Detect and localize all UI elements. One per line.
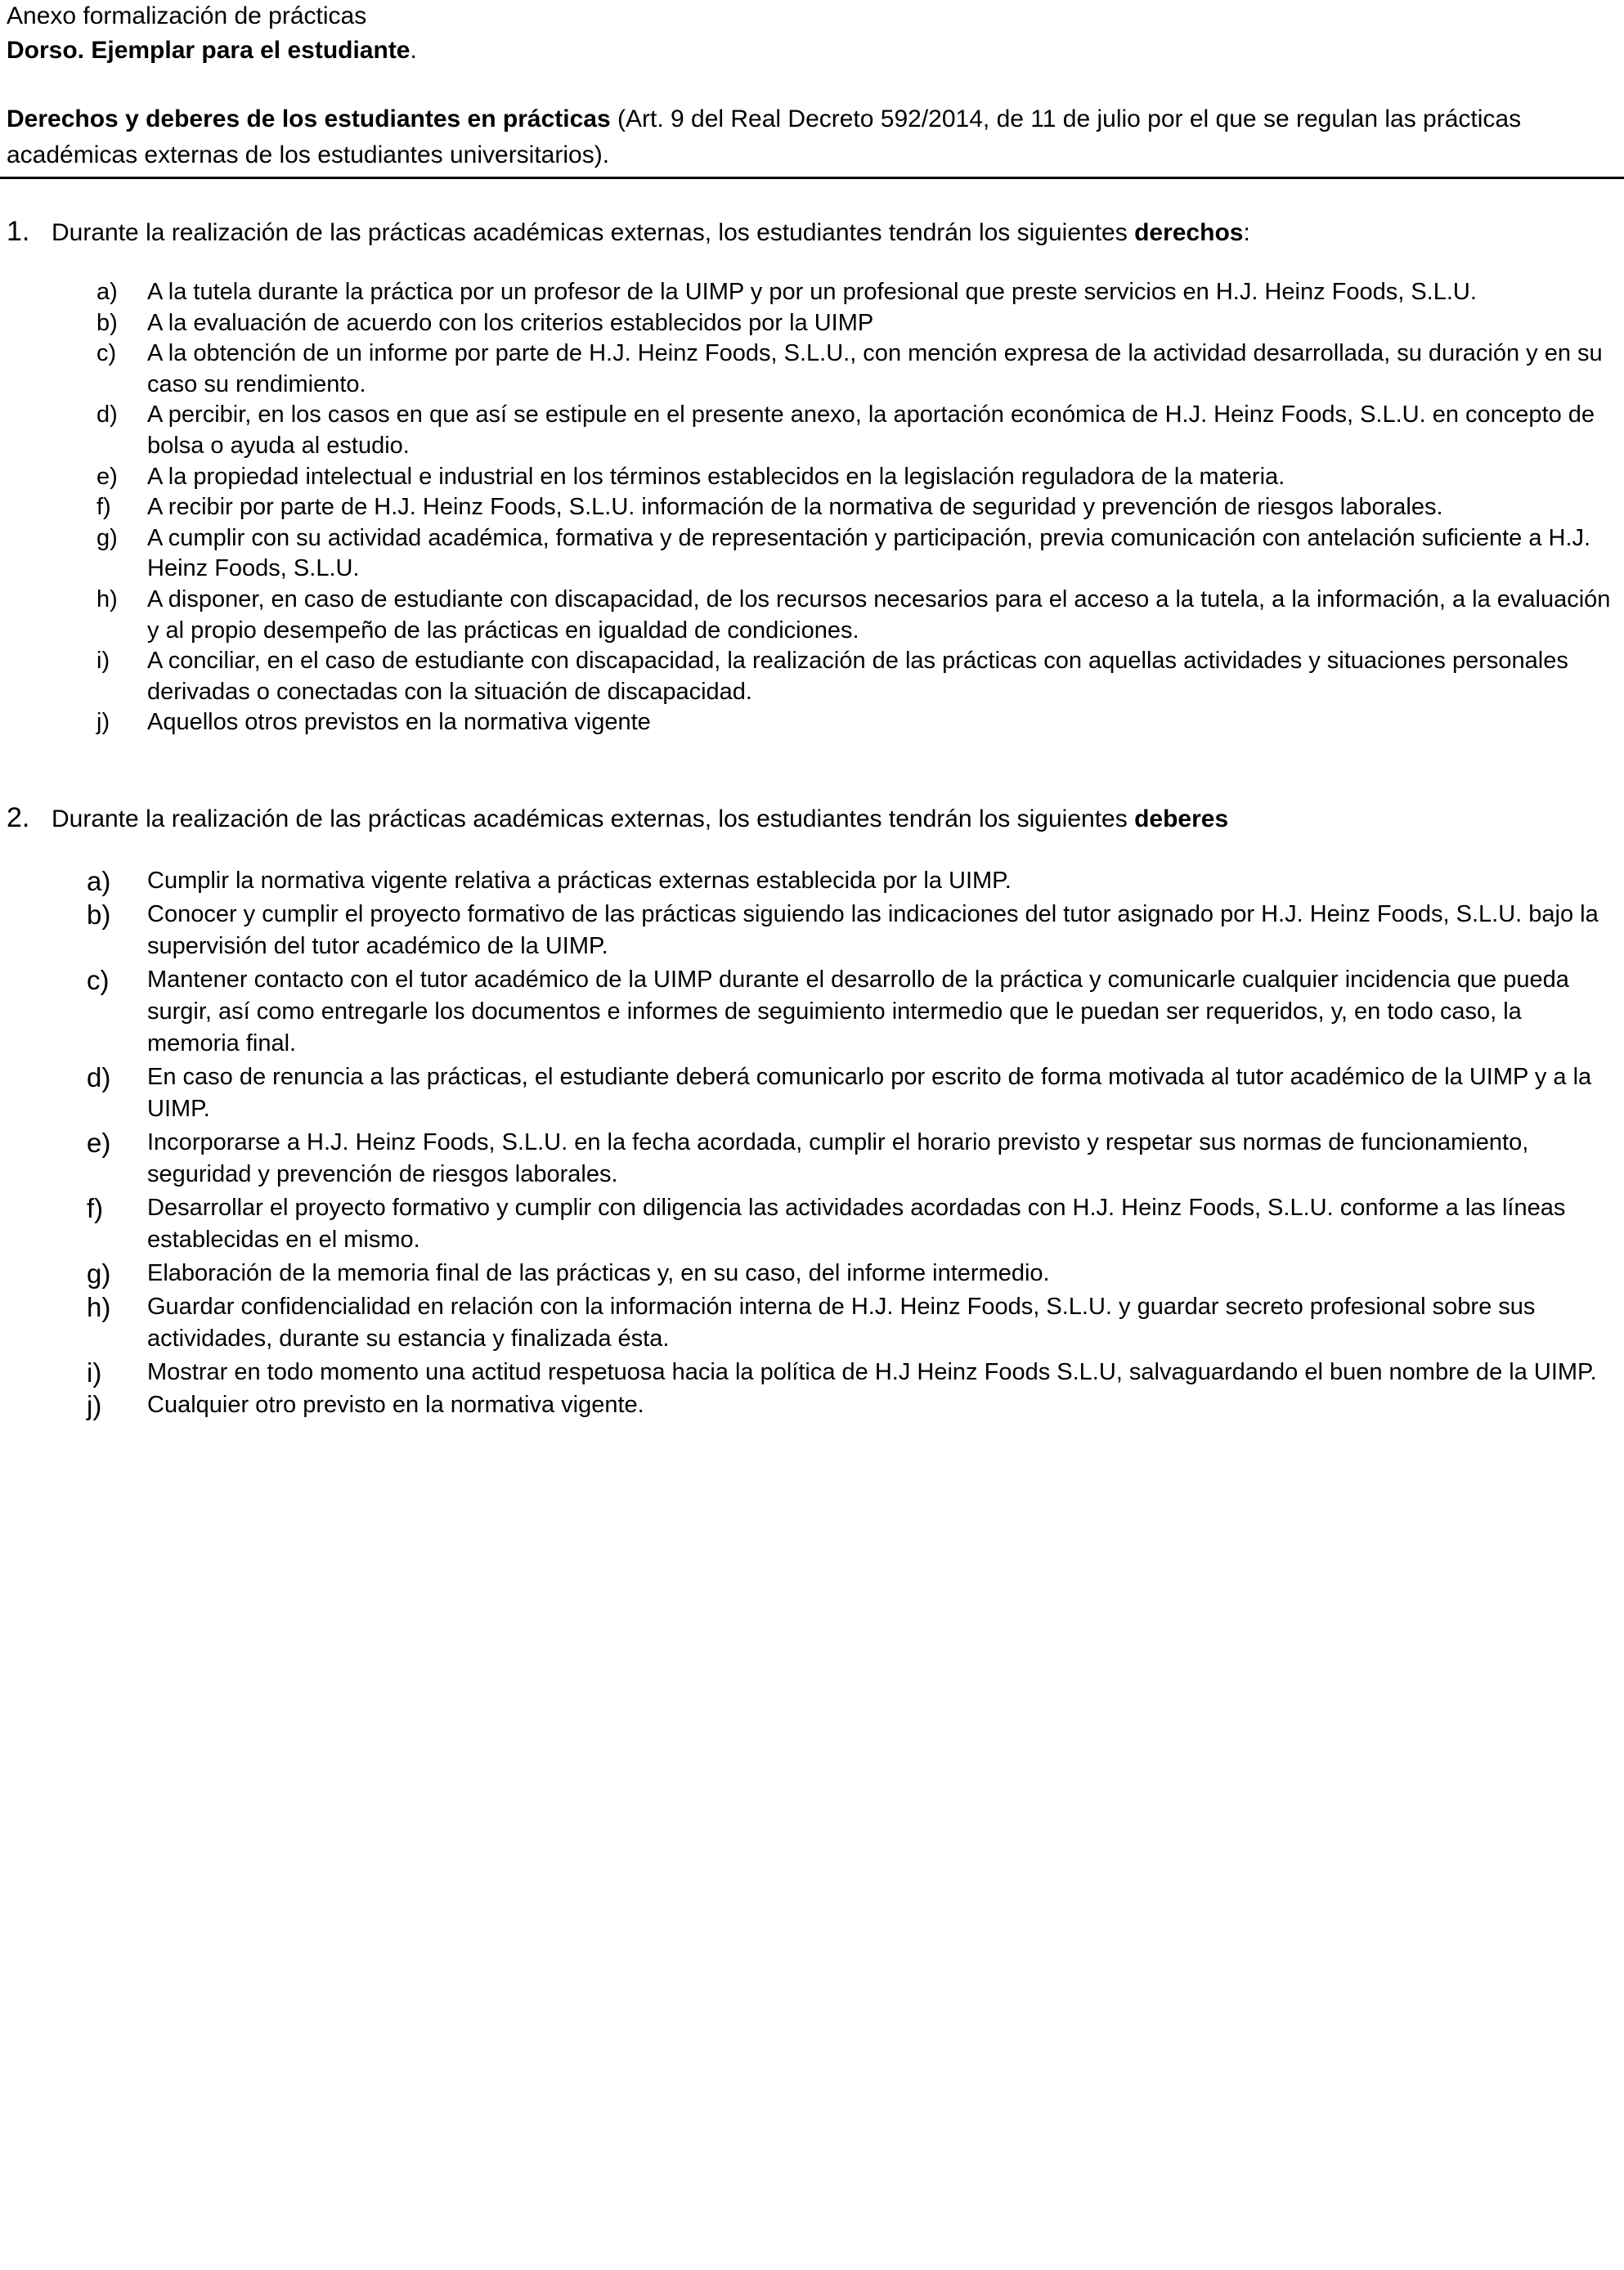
section-number: 1. [7, 216, 30, 247]
list-item [0, 277, 1611, 308]
list-item-text: Cumplir la normativa vigente relativa a prácticas externas establecida por la UIMP. [147, 868, 1012, 894]
rights-list [0, 277, 1624, 738]
section-keyword: deberes [1134, 805, 1229, 832]
intro-paragraph [7, 101, 1577, 173]
section-number: 2. [7, 802, 30, 833]
list-item-label: j) [96, 709, 110, 736]
list-item [0, 339, 1611, 400]
list-item-label: c) [96, 340, 117, 367]
subtitle-bold: Dorso. Ejemplar para el estudiante [7, 37, 410, 64]
list-item-label: b) [87, 899, 111, 930]
list-item-label: e) [87, 1128, 111, 1158]
section-keyword: derechos [1134, 219, 1244, 246]
list-item [0, 523, 1611, 585]
list-item-text: A la obtención de un informe por parte de H.J. Heinz Foods, S.L.U., con mención expresa de la actividad desarrollada, su duración y en su caso su rendimiento. [147, 340, 1603, 397]
list-item-text: Mantener contacto con el tutor académico de la UIMP durante el desarrollo de la práctica y comunicarle cualquier incidencia que pueda surgir, así como entregarle los documentos e informes de seguimiento intermedio que le puedan ser requeridos, y, en todo caso, la memoria final. [147, 966, 1569, 1057]
list-item-text: A cumplir con su actividad académica, formativa y de representación y participación, previa comunicación con antelación suficiente a H.J. Heinz Foods, S.L.U. [147, 524, 1591, 582]
list-item-label: i) [96, 648, 110, 675]
list-item-label: d) [96, 402, 118, 428]
list-item [0, 400, 1611, 461]
document-header-subtitle [7, 36, 417, 65]
subtitle-tail: . [410, 37, 417, 64]
list-item-text: Conocer y cumplir el proyecto formativo de las prácticas siguiendo las indicaciones del tutor asignado por H.J. Heinz Foods, S.L.U. bajo la supervisión del tutor académico de la UIMP. [147, 900, 1599, 959]
list-item-text: Cualquier otro previsto en la normativa vigente. [147, 1392, 644, 1419]
list-item-label: h) [96, 585, 118, 612]
list-item [0, 646, 1611, 707]
list-item [0, 865, 1611, 897]
list-item-text: A disponer, en caso de estudiante con discapacidad, de los recursos necesarios para el acceso a la tutela, a la información, a la evaluación y al propio desempeño de las prácticas en igualdad de condiciones. [147, 585, 1611, 644]
list-item [0, 1061, 1611, 1126]
intro-reference: (Art. 9 del Real Decreto 592/2014, de 11 de julio por el que se regulan las prácticas académicas externas de los estudiantes universitarios). [7, 105, 1522, 168]
list-item [0, 899, 1611, 963]
list-item-text: A conciliar, en el caso de estudiante con discapacidad, la realización de las prácticas con aquellas actividades y situaciones personales derivadas o conectadas con la situación de discapacidad. [147, 648, 1568, 705]
list-item-text: Aquellos otros previstos en la normativa vigente [147, 709, 651, 736]
list-item [0, 308, 1611, 339]
list-item [0, 1258, 1611, 1290]
section-text: Durante la realización de las prácticas académicas externas, los estudiantes tendrán los siguientes [52, 805, 1135, 832]
list-item-text: Guardar confidencialidad en relación con la información interna de H.J. Heinz Foods, S.L.U. y guardar secreto profesional sobre sus actividades, durante su estancia y finalizada ésta. [147, 1293, 1536, 1352]
section-rights-heading [7, 216, 1609, 249]
list-item [0, 1357, 1611, 1388]
header-divider [0, 177, 1624, 179]
section-duties-heading [7, 802, 1609, 835]
list-item-label: g) [87, 1258, 111, 1289]
list-item [0, 1192, 1611, 1257]
list-item-text: A la tutela durante la práctica por un profesor de la UIMP y por un profesional que preste servicios en H.J. Heinz Foods, S.L.U. [147, 279, 1477, 305]
list-item [0, 492, 1611, 523]
section-text: Durante la realización de las prácticas académicas externas, los estudiantes tendrán los siguientes [52, 219, 1135, 246]
list-item [0, 707, 1611, 738]
list-item-label: c) [87, 964, 110, 995]
list-item-text: Incorporarse a H.J. Heinz Foods, S.L.U. en la fecha acordada, cumplir el horario previsto y respetar sus normas de funcionamiento, seguridad y prevención de riesgos laborales. [147, 1129, 1529, 1188]
document-header-title: Anexo formalización de prácticas [7, 2, 367, 29]
list-item [0, 585, 1611, 646]
list-item-label: i) [87, 1357, 102, 1388]
list-item [0, 964, 1611, 1061]
list-item-label: j) [87, 1390, 102, 1421]
duties-list [0, 865, 1624, 1423]
list-item [0, 462, 1611, 493]
list-item-label: a) [96, 279, 118, 305]
list-item-label: e) [96, 463, 118, 490]
list-item [0, 1389, 1611, 1421]
list-item-label: b) [96, 309, 118, 336]
list-item-label: d) [87, 1062, 111, 1092]
list-item-text: A la evaluación de acuerdo con los criterios establecidos por la UIMP [147, 309, 874, 336]
list-item-text: Mostrar en todo momento una actitud respetuosa hacia la política de H.J Heinz Foods S.L.U, salvaguardando el buen nombre de la UIMP. [147, 1358, 1597, 1385]
list-item-label: h) [87, 1291, 111, 1322]
section-tail: : [1243, 219, 1250, 246]
list-item-text: A la propiedad intelectual e industrial en los términos establecidos en la legislación reguladora de la materia. [147, 463, 1285, 490]
list-item-text: Elaboración de la memoria final de las prácticas y, en su caso, del informe intermedio. [147, 1260, 1050, 1286]
list-item-label: g) [96, 524, 118, 551]
intro-heading: Derechos y deberes de los estudiantes en prácticas [7, 105, 611, 132]
list-item-label: f) [96, 494, 111, 521]
list-item-label: a) [87, 866, 111, 896]
list-item-text: A recibir por parte de H.J. Heinz Foods, S.L.U. información de la normativa de seguridad y prevención de riesgos laborales. [147, 494, 1443, 521]
list-item-text: A percibir, en los casos en que así se estipule en el presente anexo, la aportación económica de H.J. Heinz Foods, S.L.U. en concepto de bolsa o ayuda al estudio. [147, 402, 1595, 459]
list-item [0, 1127, 1611, 1191]
list-item-text: Desarrollar el proyecto formativo y cumplir con diligencia las actividades acordadas con H.J. Heinz Foods, S.L.U. conforme a las líneas establecidas en el mismo. [147, 1195, 1566, 1254]
list-item-label: f) [87, 1193, 104, 1223]
list-item-text: En caso de renuncia a las prácticas, el estudiante deberá comunicarlo por escrito de forma motivada al tutor académico de la UIMP y a la UIMP. [147, 1064, 1592, 1123]
list-item [0, 1291, 1611, 1356]
